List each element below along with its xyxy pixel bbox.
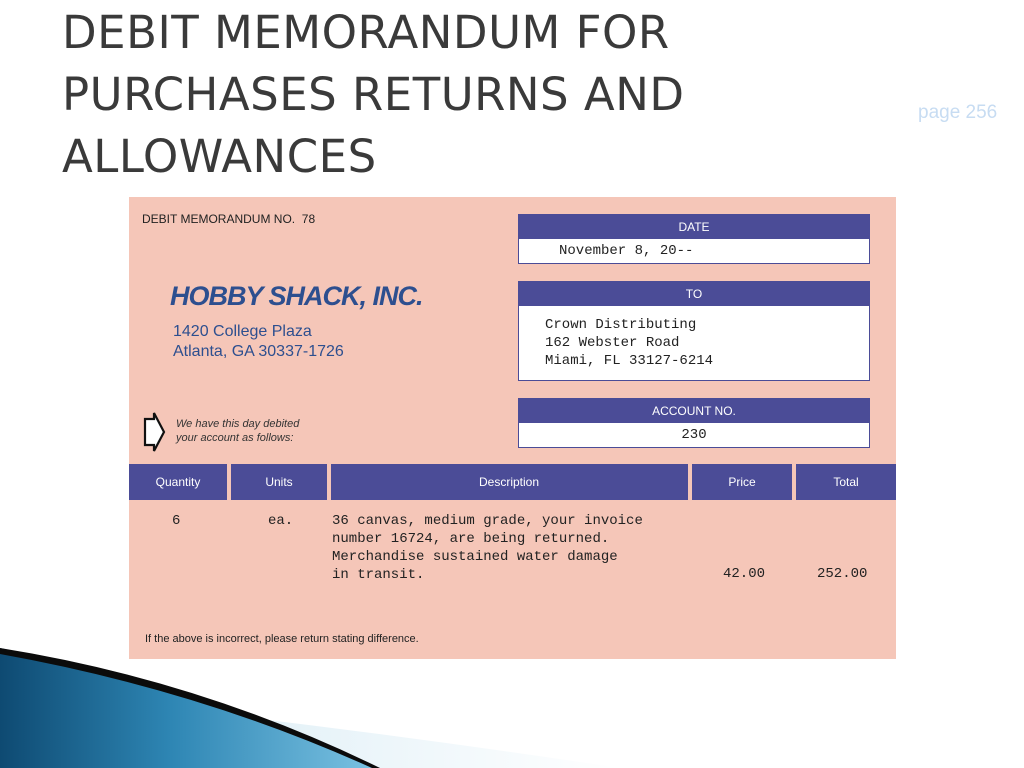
header-quantity: Quantity bbox=[155, 475, 201, 489]
footer-note: If the above is incorrect, please return stating difference. bbox=[145, 633, 419, 645]
to-address-line: Crown Distributing bbox=[545, 317, 697, 333]
header-description: Description bbox=[478, 475, 540, 489]
date-label: DATE bbox=[519, 215, 869, 239]
to-address bbox=[519, 306, 869, 380]
header-total: Total bbox=[833, 475, 859, 489]
to-label: TO bbox=[519, 282, 869, 306]
debit-memo-form bbox=[129, 197, 896, 659]
description-line: Merchandise sustained water damage bbox=[332, 549, 618, 565]
row-units: ea. bbox=[268, 513, 294, 529]
debit-note bbox=[176, 417, 299, 445]
company-address bbox=[173, 322, 344, 362]
description-line: 36 canvas, medium grade, your invoice bbox=[332, 513, 643, 529]
decorative-swoosh bbox=[0, 600, 1024, 768]
description-line: number 16724, are being returned. bbox=[332, 531, 610, 547]
page-reference: page 256 bbox=[918, 102, 998, 123]
date-box bbox=[518, 214, 870, 264]
account-label: ACCOUNT NO. bbox=[519, 399, 869, 423]
company-address-line: 1420 College Plaza bbox=[173, 323, 312, 340]
header-units: Units bbox=[265, 475, 293, 489]
row-description bbox=[332, 512, 643, 584]
row-total: 252.00 bbox=[817, 566, 868, 582]
debit-note-line: We have this day debited bbox=[176, 418, 300, 430]
account-value: 230 bbox=[519, 423, 869, 447]
title-line: PURCHASES RETURNS AND bbox=[62, 68, 685, 121]
title-line: DEBIT MEMORANDUM FOR bbox=[62, 6, 670, 59]
to-address-line: Miami, FL 33127-6214 bbox=[545, 353, 714, 369]
company-name: HOBBY SHACK, INC. bbox=[170, 281, 423, 311]
slide-title bbox=[62, 2, 782, 188]
memo-number bbox=[142, 212, 315, 226]
header-price: Price bbox=[728, 475, 756, 489]
memo-number-label: DEBIT MEMORANDUM NO. bbox=[142, 212, 296, 226]
debit-note-line: your account as follows: bbox=[176, 432, 294, 444]
date-value: November 8, 20-- bbox=[519, 239, 869, 263]
to-box bbox=[518, 281, 870, 381]
table-header bbox=[129, 464, 896, 500]
description-line: in transit. bbox=[332, 567, 425, 583]
row-quantity: 6 bbox=[172, 513, 181, 529]
row-price: 42.00 bbox=[723, 566, 766, 582]
account-box bbox=[518, 398, 870, 448]
title-line: ALLOWANCES bbox=[62, 130, 377, 183]
right-arrow-icon bbox=[142, 411, 166, 453]
company-address-line: Atlanta, GA 30337-1726 bbox=[173, 343, 344, 360]
memo-number-value: 78 bbox=[301, 212, 316, 226]
to-address-line: 162 Webster Road bbox=[545, 335, 680, 351]
